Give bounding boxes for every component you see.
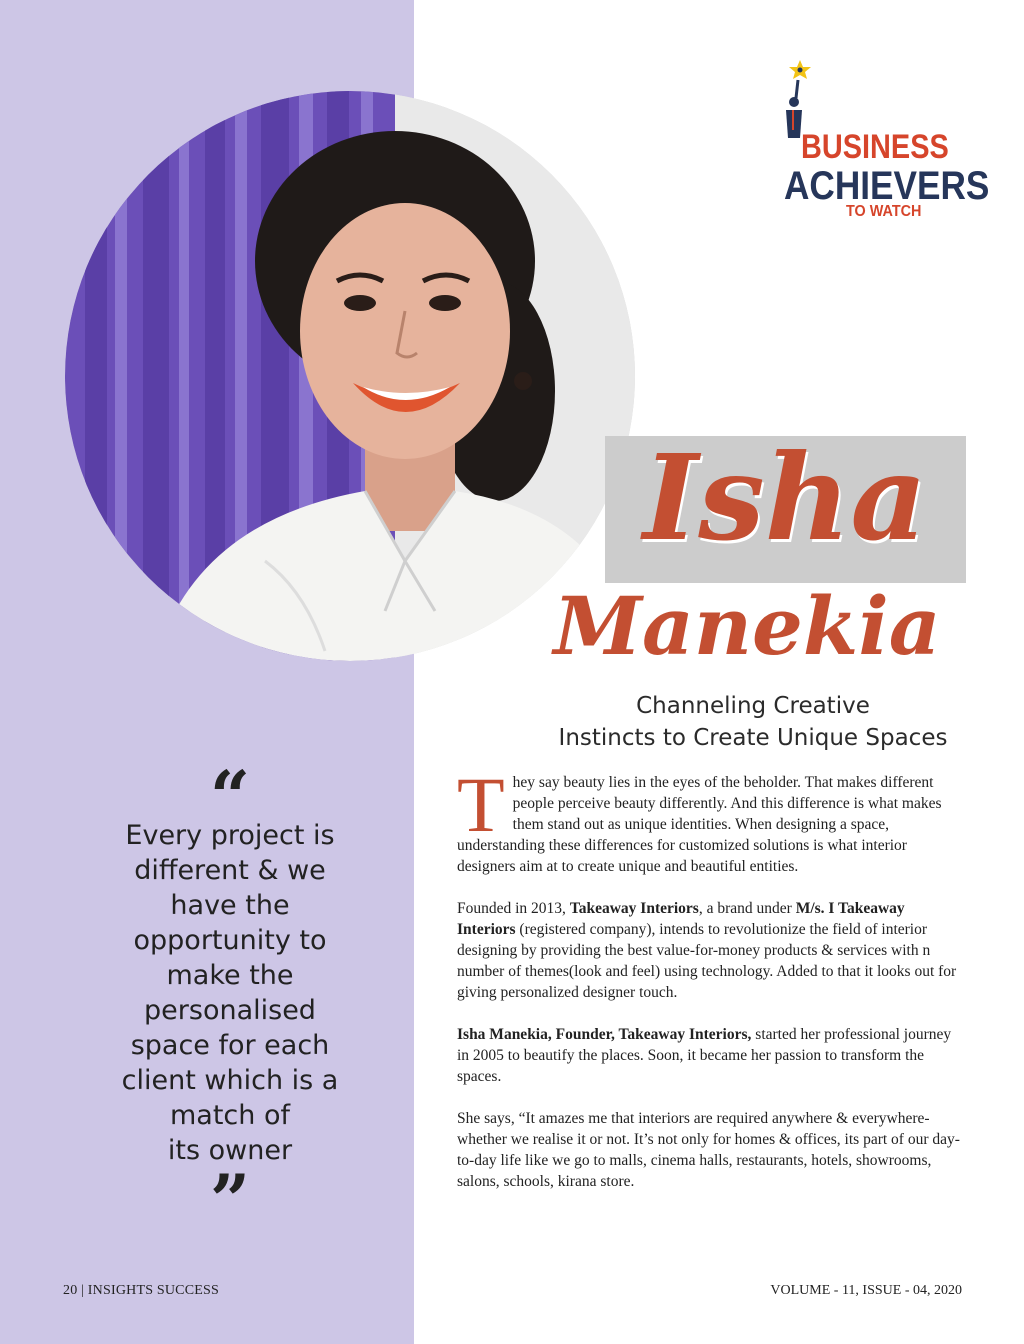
footer-issue-info: VOLUME - 11, ISSUE - 04, 2020 (770, 1283, 962, 1298)
subtitle-line-2: Instincts to Create Unique Spaces (558, 725, 948, 751)
quote-line: have the (170, 890, 290, 921)
founder-credit: Isha Manekia, Founder, Takeaway Interiors, (457, 1026, 752, 1043)
pull-quote (60, 818, 400, 1168)
open-quote-icon: “ (209, 755, 251, 838)
footer-page-number: 20 | INSIGHTS SUCCESS (63, 1283, 219, 1298)
name-last: Manekia (553, 579, 941, 673)
name-first: Isha (643, 428, 927, 567)
article-subtitle (530, 690, 976, 754)
close-quote-icon: ” (209, 1159, 251, 1242)
portrait-photo (65, 91, 635, 661)
paragraph-text: started her professional journey in 2005 to beautify the places. Soon, it became her passion to transform the spaces. (457, 1026, 952, 1085)
brand-name: Takeaway Interiors (569, 900, 699, 917)
quote-line: its owner (167, 1135, 293, 1166)
paragraph-text: hey say beauty lies in the eyes of the beholder. That makes different people perceive beauty differently. And this difference is what makes them stand out as unique identities. When designing a space, understanding these differences for customized solutions is what interior designers aim at to create unique and beautiful entities. (457, 774, 942, 875)
paragraph-text: (registered company), intends to revolutionize the field of interior designing by providing the best value-for-money products & services with n number of themes(look and feel) using technology. Added to that it looks out for giving personalized designer touch. (457, 921, 957, 1001)
quote-line: make the (166, 960, 294, 991)
drop-cap: T (457, 761, 505, 848)
article-body (457, 761, 967, 1213)
business-achievers-logo (776, 58, 990, 226)
subtitle-line-1: Channeling Creative (636, 693, 870, 719)
quote-line: client which is a (121, 1065, 339, 1096)
paragraph-text: , a brand under (698, 900, 796, 917)
quote-line: different & we (134, 855, 326, 886)
article-paragraph-3 (457, 1024, 967, 1087)
quote-line: space for each (130, 1030, 330, 1061)
logo-line-business: BUSINESS (801, 128, 949, 166)
quote-line: Every project is (125, 820, 335, 851)
article-paragraph-4 (457, 1108, 967, 1192)
paragraph-text: She says, “It amazes me that interiors are required anywhere & everywhere- whether we realise it or not. It’s not only for homes & offices, its part of our day-to-day life like we go to malls, cinema halls, restaurants, hotels, showrooms, salons, schools, kirana store. (457, 1110, 960, 1190)
quote-line: match of (170, 1100, 290, 1131)
paragraph-text: Founded in 2013, (457, 900, 570, 917)
article-paragraph-1 (457, 761, 967, 877)
article-paragraph-2 (457, 898, 967, 1003)
quote-line: personalised (144, 995, 316, 1026)
company-name: M/s. I Takeaway Interiors (457, 900, 905, 938)
logo-line-achievers: ACHIEVERS (784, 164, 990, 208)
quote-line: opportunity to (133, 925, 327, 956)
logo-line-to-watch: TO WATCH (846, 203, 922, 220)
